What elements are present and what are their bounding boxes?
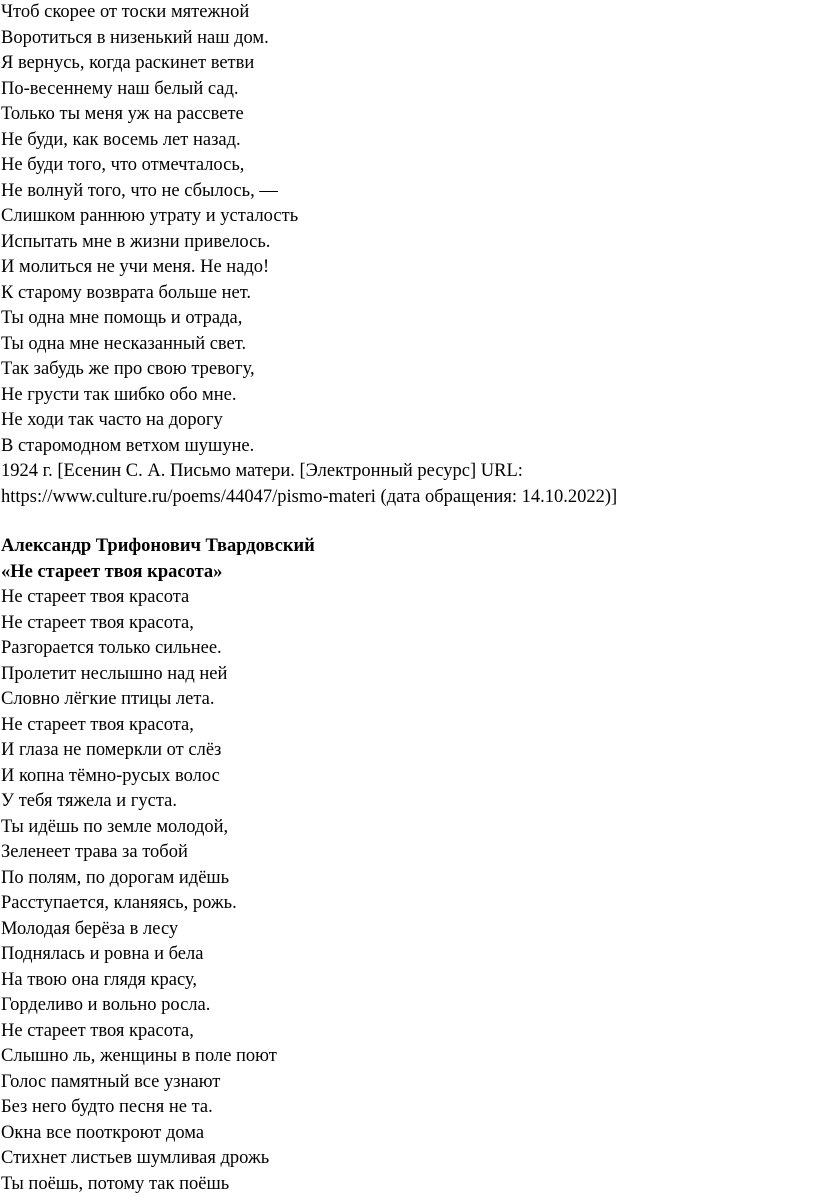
poem-line: Горделиво и вольно росла. — [1, 993, 806, 1019]
poem-line: Словно лёгкие птицы лета. — [1, 687, 806, 713]
poem-line: По-весеннему наш белый сад. — [1, 77, 806, 103]
poem-title: «Не стареет твоя красота» — [1, 560, 806, 586]
poem-tvardovsky — [1, 534, 806, 1197]
poem-line: Без него будто песня не та. — [1, 1095, 806, 1121]
poem-line: Не грусти так шибко обо мне. — [1, 383, 806, 409]
poem-line: Я вернусь, когда раскинет ветви — [1, 51, 806, 77]
poem-line: Разгорается только сильнее. — [1, 636, 806, 662]
poem-line: Не буди, как восемь лет назад. — [1, 128, 806, 154]
poem-line: И молиться не учи меня. Не надо! — [1, 255, 806, 281]
poem-esenin-ending — [1, 0, 806, 510]
poem-line: Чтоб скорее от тоски мятежной — [1, 0, 806, 26]
poem-line: Ты поёшь, потому так поёшь — [1, 1172, 806, 1197]
poem-line: Не буди того, что отмечталось, — [1, 153, 806, 179]
poem-line: Слышно ль, женщины в поле поют — [1, 1044, 806, 1070]
poem-line: Испытать мне в жизни привелось. — [1, 230, 806, 256]
poem-line: И копна тёмно-русых волос — [1, 764, 806, 790]
poem-line: Окна все пооткроют дома — [1, 1121, 806, 1147]
poem-line: Не стареет твоя красота — [1, 585, 806, 611]
source-citation-line-1: 1924 г. [Есенин С. А. Письмо матери. [Электронный ресурс] URL: — [1, 459, 806, 485]
source-citation-line-2: https://www.culture.ru/poems/44047/pismo-materi (дата обращения: 14.10.2022)] — [1, 485, 806, 511]
poem-line: Не стареет твоя красота, — [1, 611, 806, 637]
poem-line: Слишком раннюю утрату и усталость — [1, 204, 806, 230]
poem-line: Голос памятный все узнают — [1, 1070, 806, 1096]
poem-line: В старомодном ветхом шушуне. — [1, 434, 806, 460]
poem-line: К старому возврата больше нет. — [1, 281, 806, 307]
poem-line: Поднялась и ровна и бела — [1, 942, 806, 968]
poem-line: На твою она глядя красу, — [1, 968, 806, 994]
poem-line: И глаза не померкли от слёз — [1, 738, 806, 764]
poem-line: Ты одна мне помощь и отрада, — [1, 306, 806, 332]
poem-line: Не ходи так часто на дорогу — [1, 408, 806, 434]
poem-line: Воротиться в низенький наш дом. — [1, 26, 806, 52]
poem-line: Зеленеет трава за тобой — [1, 840, 806, 866]
poem-line: Расступается, кланяясь, рожь. — [1, 891, 806, 917]
poem-line: Только ты меня уж на рассвете — [1, 102, 806, 128]
poem-line: Молодая берёза в лесу — [1, 917, 806, 943]
poem-line: Пролетит неслышно над ней — [1, 662, 806, 688]
poem-author: Александр Трифонович Твардовский — [1, 534, 806, 560]
poem-line: Не стареет твоя красота, — [1, 1019, 806, 1045]
poem-line: Ты одна мне несказанный свет. — [1, 332, 806, 358]
poem-line: Так забудь же про свою тревогу, — [1, 357, 806, 383]
poem-line: Не стареет твоя красота, — [1, 713, 806, 739]
poem-line: По полям, по дорогам идёшь — [1, 866, 806, 892]
poem-line: Ты идёшь по земле молодой, — [1, 815, 806, 841]
poem-line: Не волнуй того, что не сбылось, — — [1, 179, 806, 205]
poem-line: У тебя тяжела и густа. — [1, 789, 806, 815]
poem-line: Стихнет листьев шумливая дрожь — [1, 1146, 806, 1172]
